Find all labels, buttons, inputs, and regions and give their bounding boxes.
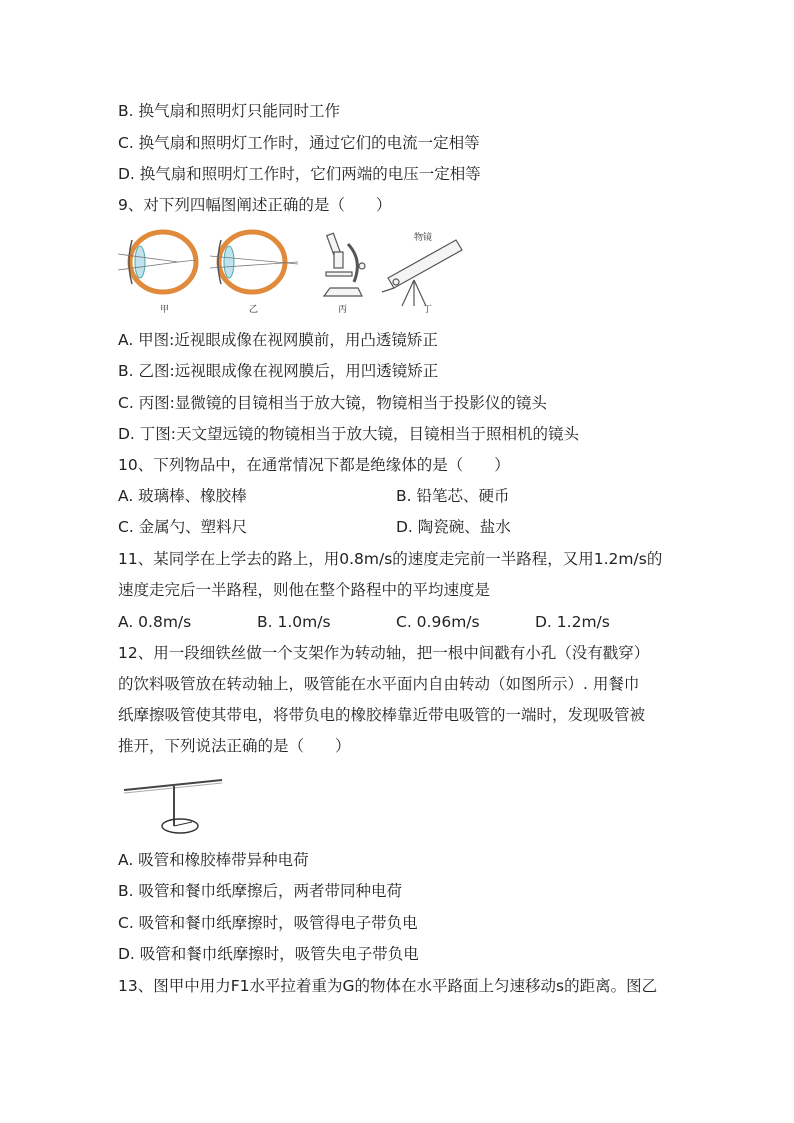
telescope-icon — [382, 240, 462, 306]
eye-diagram-yi — [210, 232, 298, 292]
q12-option-d: D. 吸管和餐巾纸摩擦时，吸管失电子带负电 — [118, 945, 419, 963]
q9-option-c: C. 丙图:显微镜的目镜相当于放大镜，物镜相当于投影仪的镜头 — [118, 394, 547, 412]
q12-stem-line-2: 的饮料吸管放在转动轴上，吸管能在水平面内自由转动（如图所示）. 用餐巾 — [118, 675, 640, 693]
q11-stem-line-1: 11、某同学在上学去的路上，用0.8m/s的速度走完前一半路程，又用1.2m/s的 — [118, 550, 663, 568]
label-jia: 甲 — [160, 305, 170, 315]
q8-option-b: B. 换气扇和照明灯只能同时工作 — [118, 102, 340, 120]
q12-stem-line-1: 12、用一段细铁丝做一个支架作为转动轴，把一根中间戳有小孔（没有戳穿） — [118, 644, 650, 662]
straw-on-pivot-figure — [118, 772, 228, 838]
label-yi: 乙 — [249, 305, 259, 315]
q9-option-b: B. 乙图:远视眼成像在视网膜后，用凹透镜矫正 — [118, 362, 439, 380]
q8-option-d: D. 换气扇和照明灯工作时，它们两端的电压一定相等 — [118, 165, 481, 183]
q12-stem-line-4: 推开，下列说法正确的是（ ） — [118, 737, 351, 755]
q10-stem: 10、下列物品中，在通常情况下都是绝缘体的是（ ） — [118, 456, 510, 474]
q9-figure — [118, 226, 468, 318]
q12-option-c: C. 吸管和餐巾纸摩擦时，吸管得电子带负电 — [118, 914, 418, 932]
q12-option-a: A. 吸管和橡胶棒带异种电荷 — [118, 851, 309, 869]
label-ding: 丁 — [423, 305, 433, 315]
eye-diagram-jia — [118, 232, 196, 292]
q11-option-a: A. 0.8m/s — [118, 613, 192, 631]
q11-option-d: D. 1.2m/s — [535, 613, 610, 631]
microscope-icon — [324, 233, 365, 296]
q11-option-b: B. 1.0m/s — [257, 613, 331, 631]
q9-option-d: D. 丁图:天文望远镜的物镜相当于放大镜，目镜相当于照相机的镜头 — [118, 425, 580, 443]
q10-option-c: C. 金属勺、塑料尺 — [118, 518, 248, 536]
q9-stem: 9、对下列四幅图阐述正确的是（ ） — [118, 196, 392, 214]
q12-stem-line-3: 纸摩擦吸管使其带电，将带负电的橡胶棒靠近带电吸管的一端时，发现吸管被 — [118, 706, 646, 724]
q8-option-c: C. 换气扇和照明灯工作时，通过它们的电流一定相等 — [118, 134, 480, 152]
q10-option-b: B. 铅笔芯、硬币 — [396, 487, 510, 505]
q11-stem-line-2: 速度走完后一半路程，则他在整个路程中的平均速度是 — [118, 581, 491, 599]
q9-option-a: A. 甲图:近视眼成像在视网膜前，用凸透镜矫正 — [118, 331, 438, 349]
label-objective: 物镜 — [414, 233, 433, 243]
q10-option-a: A. 玻璃棒、橡胶棒 — [118, 487, 247, 505]
q12-option-b: B. 吸管和餐巾纸摩擦后，两者带同种电荷 — [118, 882, 402, 900]
q13-stem-line-1: 13、图甲中用力F1水平拉着重为G的物体在水平路面上匀速移动s的距离。图乙 — [118, 977, 658, 995]
q10-option-d: D. 陶瓷碗、盐水 — [396, 518, 511, 536]
q11-option-c: C. 0.96m/s — [396, 613, 480, 631]
label-bing: 丙 — [338, 305, 348, 315]
